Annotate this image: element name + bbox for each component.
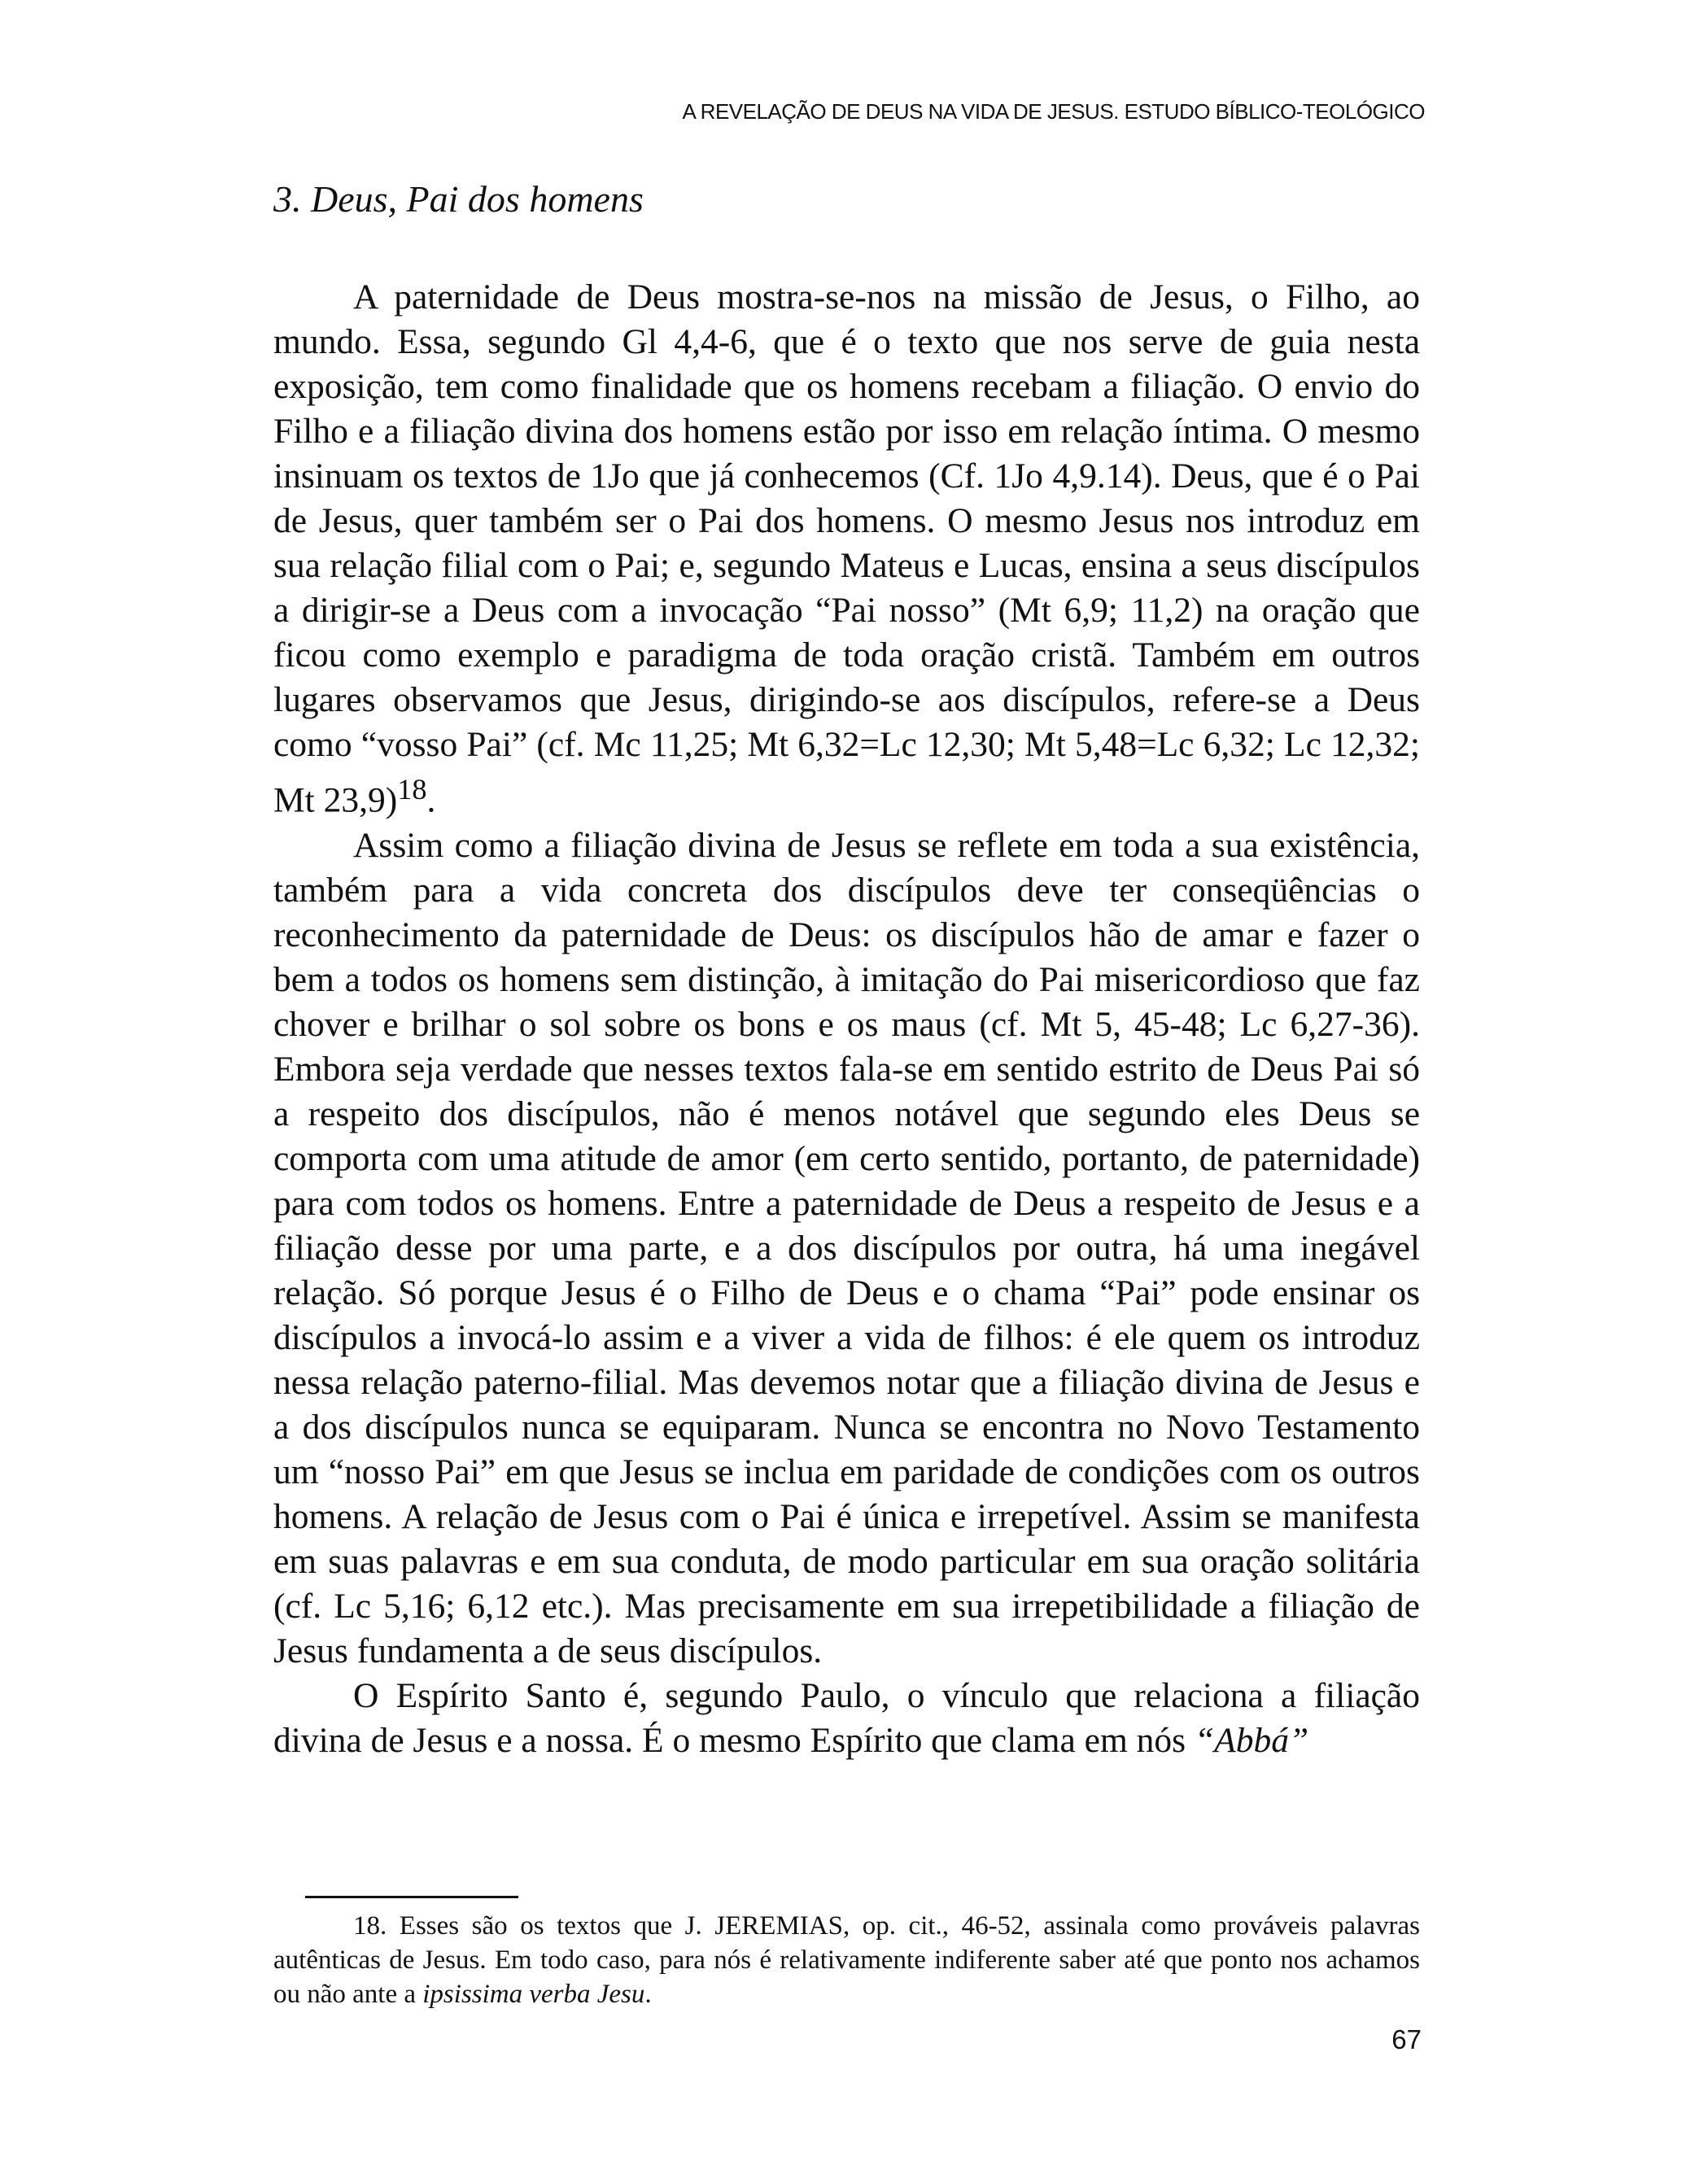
- paragraph-1-text: A paternidade de Deus mostra-se-nos na missão de Jesus, o Filho, ao mundo. Essa, segundo Gl 4,4-6, que é o texto que nos serve de guia nesta exposição, tem como finalidade que os homens recebam a filiação. O envio do Filho e a filiação divina dos homens estão por isso em relação íntima. O mesmo insinuam os textos de 1Jo que já conhecemos (Cf. 1Jo 4,9.14). Deus, que é o Pai de Jesus, quer também ser o Pai dos homens. O mesmo Jesus nos introduz em sua relação filial com o Pai; e, segundo Mateus e Lucas, ensina a seus discípulos a dirigir-se a Deus com a invocação “Pai nosso” (Mt 6,9; 11,2) na oração que ficou como exemplo e paradigma de toda oração cristã. Também em outros lugares observamos que Jesus, dirigindo-se aos discípulos, refere-se a Deus como “vosso Pai” (cf. Mc 11,25; Mt 6,32=Lc 12,30; Mt 5,48=Lc 6,32; Lc 12,32; Mt 23,9): [273, 277, 1420, 820]
- paragraph-3-text: O Espírito Santo é, segundo Paulo, o vínculo que relaciona a filiação divina de Jesus e a nossa. É o mesmo Espírito que clama em nós: [273, 1675, 1420, 1760]
- section-title: 3. Deus, Pai dos homens: [273, 178, 644, 220]
- running-header: A REVELAÇÃO DE DEUS NA VIDA DE JESUS. ESTUDO BÍBLICO-TEOLÓGICO: [682, 99, 1425, 124]
- paragraph-2: Assim como a filiação divina de Jesus se reflete em toda a sua existência, também para a vida concreta dos discípulos deve ter conseqüências o reconhecimento da paternidade de Deus: os discípulos hão de amar e fazer o bem a todos os homens sem distinção, à imitação do Pai misericordioso que faz chover e brilhar o sol sobre os bons e os maus (cf. Mt 5, 45-48; Lc 6,27-36). Embora seja verdade que nesses textos fala-se em sentido estrito de Deus Pai só a respeito dos discípulos, não é menos notável que segundo eles Deus se comporta com uma atitude de amor (em certo sentido, portanto, de paternidade) para com todos os homens. Entre a paternidade de Deus a respeito de Jesus e a filiação desse por uma parte, e a dos discípulos por outra, há uma inegável relação. Só porque Jesus é o Filho de Deus e o chama “Pai” pode ensinar os discípulos a invocá-lo assim e a viver a vida de filhos: é ele quem os introduz nessa relação paterno-filial. Mas devemos notar que a filiação divina de Jesus e a dos discípulos nunca se equiparam. Nunca se encontra no Novo Testamento um “nosso Pai” em que Jesus se inclua em paridade de condições com os outros homens. A relação de Jesus com o Pai é única e irrepetível. Assim se manifesta em suas palavras e em sua conduta, de modo particular em sua oração solitária (cf. Lc 5,16; 6,12 etc.). Mas precisamente em sua irrepetibilidade a filiação de Jesus fundamenta a de seus discípulos.: [273, 825, 1420, 1670]
- footnote-end: .: [644, 1980, 652, 2009]
- footnote-18: [273, 1909, 1420, 2011]
- body-text: [273, 275, 1420, 1763]
- paragraph-1: [273, 275, 1420, 823]
- footnote-reference: 18: [397, 773, 427, 806]
- page-number: 67: [1391, 2024, 1422, 2054]
- paragraph-3: [273, 1674, 1420, 1763]
- footnote-divider: [305, 1896, 518, 1898]
- footnote-italic-phrase: ipsissima verba Jesu: [422, 1980, 645, 2009]
- abba-quote: “Abbá”: [1194, 1720, 1309, 1760]
- paragraph-1-end: .: [426, 780, 436, 820]
- footnote-text: 18. Esses são os textos que J. JEREMIAS, op. cit., 46-52, assinala como prováveis palavras autênticas de Jesus. Em todo caso, para nós é relativamente indiferente saber até que ponto nos achamos ou não ante a: [273, 1911, 1420, 2009]
